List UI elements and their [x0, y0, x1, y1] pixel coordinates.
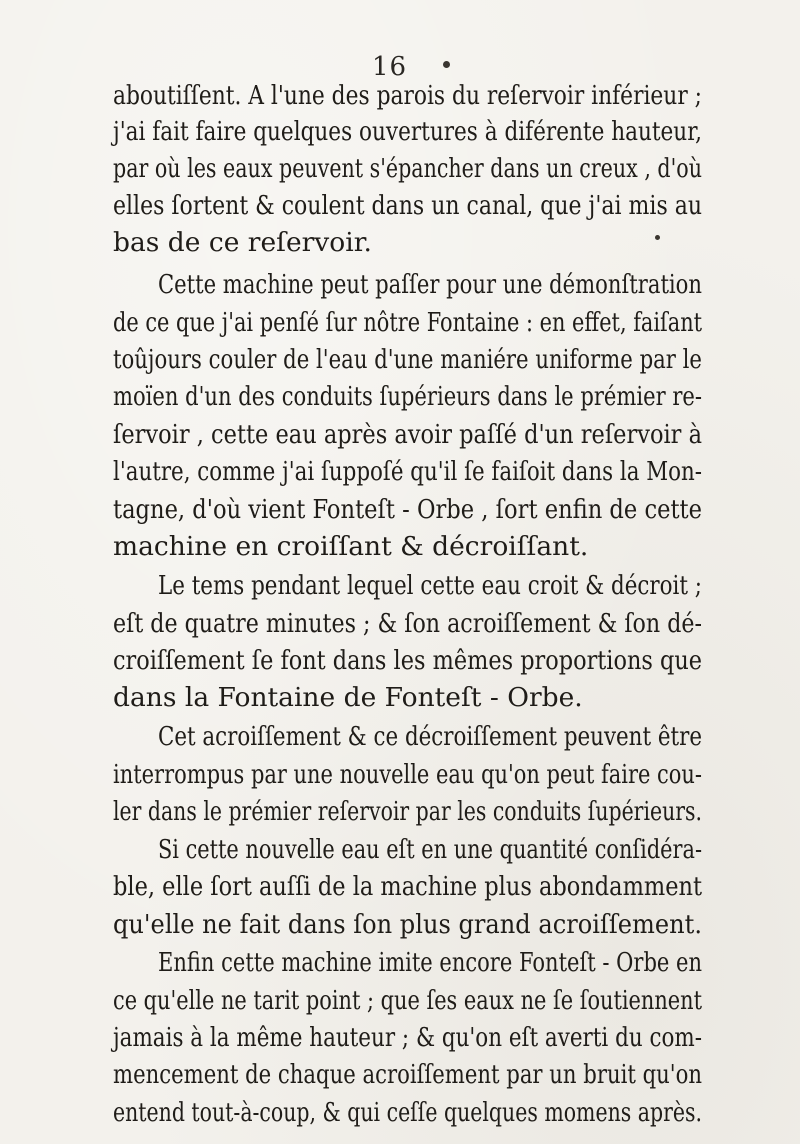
- text-line: Le tems pendant lequel cette eau croit & décroit ;: [158, 570, 702, 601]
- text-line: moïen d'un des conduits ſupérieurs dans le prémier re-: [113, 381, 703, 412]
- text-line: qu'elle ne fait dans ſon plus grand acroiſſement.: [113, 909, 703, 940]
- text-line: entend tout-à-coup, & qui ceſſe quelques momens après.: [113, 1097, 703, 1128]
- text-line: Si cette nouvelle eau eſt en une quantité conſidéra-: [158, 834, 703, 865]
- text-line: eſt de quatre minutes ; & ſon acroiſſement & ſon dé-: [113, 608, 702, 639]
- text-line: jamais à la même hauteur ; & qu'on eſt averti du com-: [113, 1022, 703, 1053]
- text-line: ble, elle ſort auſſi de la machine plus abondamment: [113, 871, 703, 902]
- text-line: ler dans le prémier reſervoir par les conduits ſupérieurs.: [113, 796, 703, 827]
- text-line: Cette machine peut paſſer pour une démonſtration: [158, 269, 702, 300]
- text-line: interrompus par une nouvelle eau qu'on peut faire cou-: [113, 759, 702, 790]
- text-line: par où les eaux peuvent s'épancher dans un creux , d'où: [113, 153, 702, 184]
- text-line: dans la Fontaine de Fonteſt - Orbe.: [113, 682, 583, 713]
- text-line: Enfin cette machine imite encore Fonteſt - Orbe en: [158, 947, 703, 978]
- text-line: j'ai fait faire quelques ouvertures à diférente hauteur,: [113, 116, 702, 147]
- text-line: tagne, d'où vient Fonteſt - Orbe , ſort enfin de cette: [113, 494, 703, 525]
- text-line: ce qu'elle ne tarit point ; que ſes eaux ne ſe ſoutiennent: [113, 985, 703, 1016]
- text-line: ſervoir , cette eau après avoir paſſé d'un reſervoir à: [113, 419, 703, 450]
- text-line: aboutiſſent. A l'une des parois du reſervoir inférieur ;: [113, 80, 702, 111]
- text-line: l'autre, comme j'ai ſuppoſé qu'il ſe faiſoit dans la Mon-: [113, 456, 703, 487]
- page-number: 16: [372, 52, 408, 82]
- text-line: de ce que j'ai penſé ſur nôtre Fontaine : en effet, faiſant: [113, 307, 703, 338]
- text-line: bas de ce reſervoir.: [113, 227, 372, 258]
- text-line: elles ſortent & coulent dans un canal, que j'ai mis au: [113, 190, 703, 221]
- text-line: Cet acroiſſement & ce décroiſſement peuvent être: [158, 721, 702, 752]
- text-line: machine en croiſſant & décroiſſant.: [113, 531, 589, 562]
- text-line: toûjours couler de l'eau d'une maniére uniforme par le: [113, 344, 702, 375]
- text-line: croiſſement ſe font dans les mêmes proportions que: [113, 645, 703, 676]
- text-line: mencement de chaque acroiſſement par un bruit qu'on: [113, 1059, 703, 1090]
